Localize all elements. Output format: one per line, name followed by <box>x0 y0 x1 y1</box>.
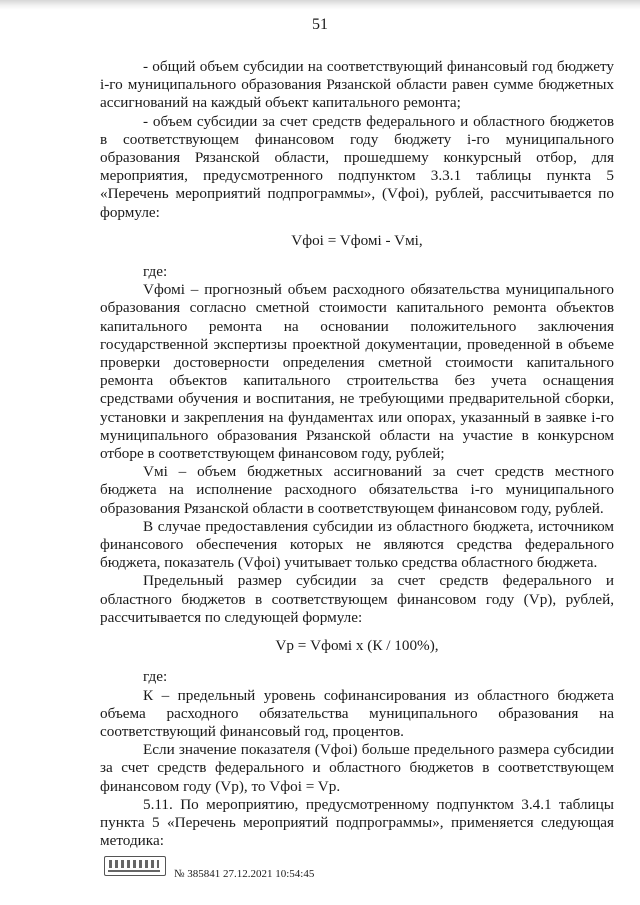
document-footer <box>104 856 434 886</box>
where-label: где: <box>143 668 168 686</box>
definition-vfomi: Vфомi – прогнозный объем расходного обязательства муниципального образования согласно сметной стоимости капитального ремонта объектов капитального ремонта на основании положительного заключения государственной экспертизы проектной документации, проведенной в объеме проверки достоверности определения сметной стоимости капитального ремонта объектов капитального строительства без учета оснащения средствами обучения и воспитания, не требующими предварительной сборки, установки и закрепления на фундаментах или опорах, указанный в заявке i-го муниципального образования Рязанской области на участие в конкурсном отборе в соответствующем финансовом году, рублей; <box>100 281 614 463</box>
paragraph-5-11: 5.11. По мероприятию, предусмотренному подпунктом 3.4.1 таблицы пункта 5 «Перечень мероприятий подпрограммы», применяется следующая методика: <box>100 795 614 850</box>
scan-edge <box>0 0 640 10</box>
registry-stamp-icon <box>104 856 166 876</box>
paragraph-condition: Если значение показателя (Vфоi) больше предельного размера субсидии за счет средств федерального и областного бюджетов в соответствующем финансовом году (Vр), то Vфоi = Vр. <box>100 741 614 795</box>
paragraph-max-subsidy: Предельный размер субсидии за счет средств федерального и областного бюджетов в соответствующем финансовом году (Vр), рублей, рассчитывается по следующей формуле: <box>100 572 614 626</box>
document-body <box>100 58 614 850</box>
paragraph-regional-budget: В случае предоставления субсидии из областного бюджета, источником финансового обеспечения которых не являются средства федерального бюджета, показатель (Vфоi) учитывает только средства областного бюджета. <box>100 517 614 572</box>
page-number: 51 <box>312 16 328 33</box>
formula-vr: Vр = Vфомi х (К / 100%), <box>275 637 439 655</box>
where-label: где: <box>143 263 168 281</box>
formula-vfoi: Vфоi = Vфомi - Vмi, <box>291 231 423 249</box>
definition-vmi: Vмi – объем бюджетных ассигнований за счет средств местного бюджета на исполнение расходного обязательства i-го муниципального образования Рязанской области в соответствующем финансовом году, рублей. <box>100 463 614 517</box>
document-registration-id: № 385841 27.12.2021 10:54:45 <box>174 868 315 880</box>
paragraph-subsidy-volume: - объем субсидии за счет средств федерального и областного бюджетов в соответствующем финансовом году бюджету i-го муниципального образования Рязанской области, прошедшему конкурсный отбор, для мероприятия, предусмотренного подпунктом 3.3.1 таблицы пункта 5 «Перечень мероприятий подпрограммы», (Vфоi), рублей, рассчитывается по формуле: <box>100 112 614 221</box>
paragraph-total-subsidy: - общий объем субсидии на соответствующий финансовый год бюджету i-го муниципального образования Рязанской области равен сумме бюджетных ассигнований на каждый объект капитального ремонта; <box>100 58 614 112</box>
definition-k: К – предельный уровень софинансирования из областного бюджета объема расходного обязательства муниципального образования на соответствующий финансовый год, процентов. <box>100 686 614 740</box>
